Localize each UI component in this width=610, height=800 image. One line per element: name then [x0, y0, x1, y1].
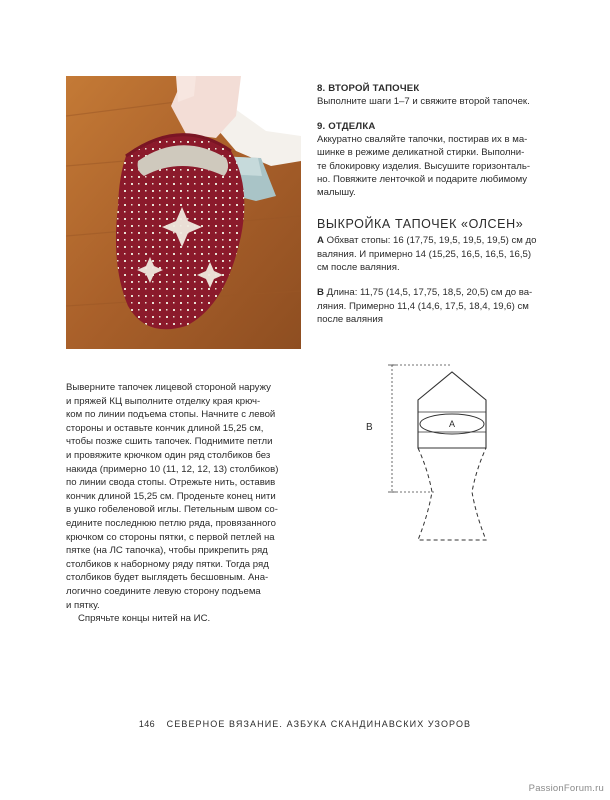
slipper-top-outline	[418, 372, 486, 448]
pattern-a-text: A Обхват стопы: 16 (17,75, 19,5, 19,5, 19,5) см до валяния. И примерно 14 (15,25, 16,5, 16,5, 16,5) см после валяния.	[317, 235, 537, 274]
slipper-sole-outline	[418, 448, 486, 540]
book-title: СЕВЕРНОЕ ВЯЗАНИЕ. АЗБУКА СКАНДИНАВСКИХ УЗОРОВ	[166, 719, 472, 729]
label-b: B	[366, 422, 373, 433]
pattern-b-text: B Длина: 11,75 (14,5, 17,75, 18,5, 20,5) см до ва- ляния. Примерно 11,4 (14,6, 17,5, 18,4, 19,6) см после валяния	[317, 287, 533, 326]
slipper-pattern-diagram	[366, 360, 506, 550]
section-8-text: Выполните шаги 1–7 и свяжите второй тапочек.	[317, 96, 530, 107]
slipper-photo	[66, 76, 301, 349]
page-footer	[0, 719, 610, 729]
pattern-title: ВЫКРОЙКА ТАПОЧЕК «ОЛСЕН»	[317, 217, 524, 232]
instructions-text: Выверните тапочек лицевой стороной наружу и пряжей КЦ выполните отделку края крюч- ком по линии подъема стопы. Начните с левой стороны и оставьте кончик длиной 15,25 см, чтобы позже сшить тапочек. Поднимите петли и провяжите крючком один ряд столбиков без накида (примерно 10 (11, 12, 12, 13) столбиков) по линии свода стопы. Отрежьте нить, оставив кончик длиной 15,25 см. Проденьте конец нити в ушко гобеленовой иглы. Петельным швом со- едините последнюю петлю ряда, провязанного крючком со стороны пятки, с первой петлей на пятке (на ЛС тапочка), чтобы прикрепить ряд столбиков к наборному ряду пятки. Тогда ряд столбиков будет выглядеть бесшовным. Ана- логично соедините левую сторону подъема и пятку. Спрячьте концы нитей на ИС.	[66, 381, 299, 626]
section-9-text: Аккуратно сваляйте тапочки, постирав их в ма- шинке в режиме деликатной стирки. Выполни- те блокировку изделия. Высушите горизонталь- но. Повяжите ленточкой и подарите любимому малышу.	[317, 134, 531, 199]
section-9-title: 9. ОТДЕЛКА	[317, 121, 376, 133]
watermark: PassionForum.ru	[528, 783, 604, 794]
right-column	[317, 82, 560, 327]
final-instruction: Спрячьте концы нитей на ИС.	[78, 613, 211, 625]
label-a: A	[449, 419, 456, 429]
page-number: 146	[138, 719, 156, 729]
section-8-title: 8. ВТОРОЙ ТАПОЧЕК	[317, 83, 420, 94]
